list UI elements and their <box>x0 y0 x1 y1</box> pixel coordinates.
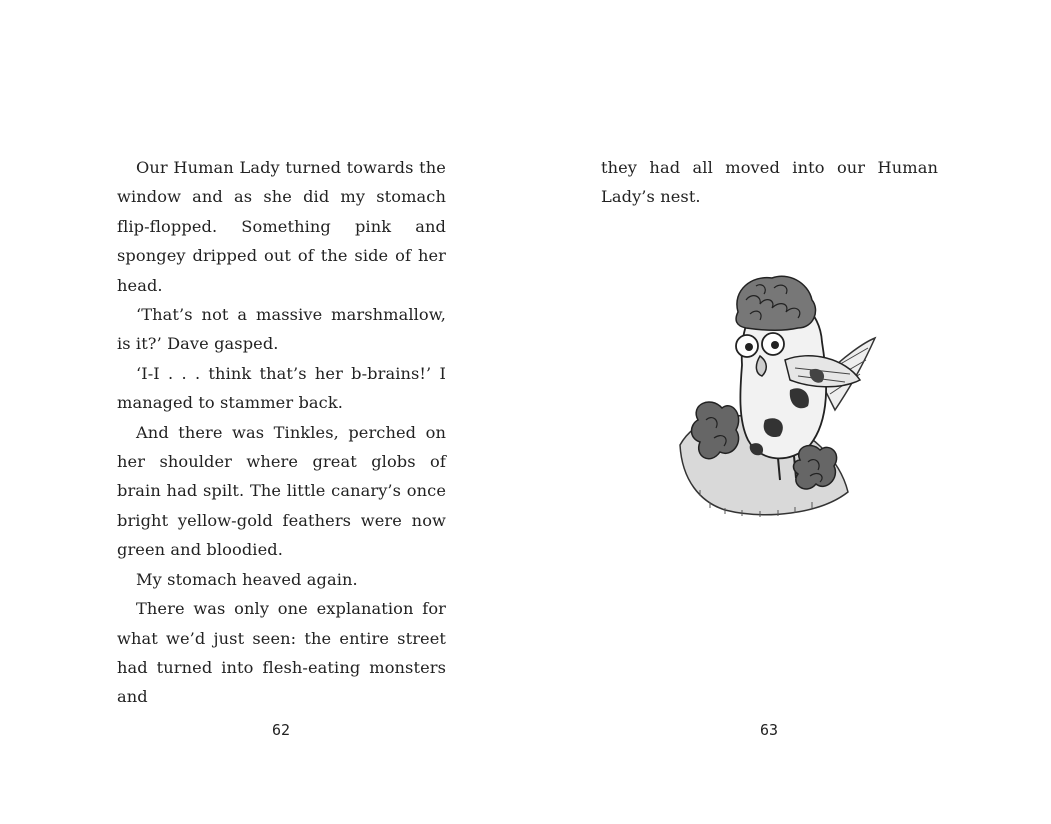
paragraph: My stomach heaved again. <box>136 569 358 589</box>
left-page-text <box>117 153 446 712</box>
right-page-text <box>601 153 938 212</box>
paragraph: ‘That’s not a massive marshmallow, is it?’ Dave gasped. <box>117 305 446 354</box>
page-number: 63 <box>759 721 779 739</box>
zombie-canary-illustration <box>670 270 880 526</box>
paragraph: And there was Tinkles, perched on her shoulder where great globs of brain had spilt. The little canary’s once bright yellow-gold feathers were now green and bloodied. <box>117 422 446 560</box>
paragraph: they had all moved into our Human Lady’s nest. <box>601 158 938 207</box>
page-number: 62 <box>271 721 291 739</box>
paragraph: There was only one explanation for what we’d just seen: the entire street had turned into flesh-eating monsters and <box>117 599 446 707</box>
right-page <box>525 0 1051 824</box>
left-page <box>0 0 525 824</box>
paragraph: ‘I-I . . . think that’s her b-brains!’ I managed to stammer back. <box>117 363 446 413</box>
paragraph: Our Human Lady turned towards the window and as she did my stomach flip-flopped. Something pink and spongey dripped out of the side of her head. <box>117 158 446 295</box>
